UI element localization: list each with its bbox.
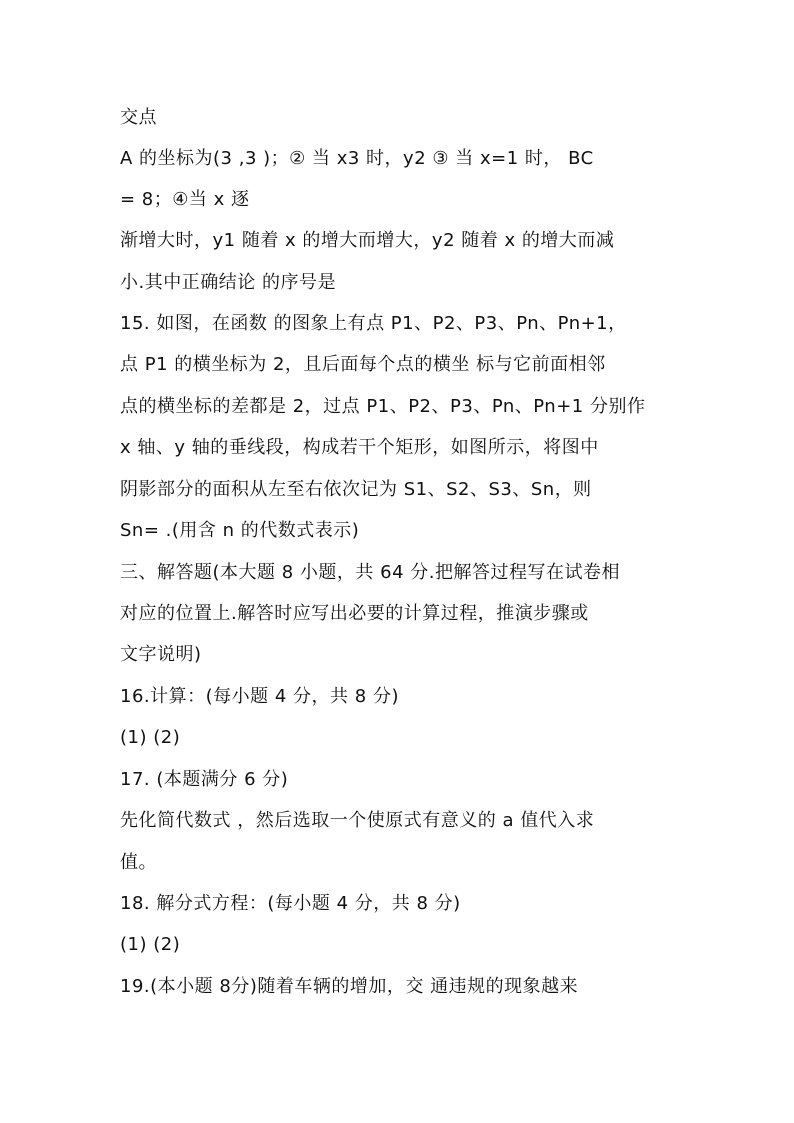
text-line: = 8；④当 x 逐	[120, 189, 250, 210]
text-line: 19.(本小题 8分)随着车辆的增加，交 通违规的现象越来	[120, 976, 579, 997]
text-line: 值。	[120, 852, 157, 873]
text-line: 文字说明)	[120, 644, 202, 665]
text-line: Sn= .(用含 n 的代数式表示)	[120, 520, 360, 541]
text-line: A 的坐标为(3 ,3 )；② 当 x3 时，y2 ③ 当 x=1 时， BC	[120, 148, 594, 169]
text-line: (1) (2)	[120, 934, 181, 955]
text-line: (1) (2)	[120, 727, 181, 748]
text-line: 先化简代数式 ，然后选取一个使原式有意义的 a 值代入求	[120, 810, 595, 831]
text-line: 三、解答题(本大题 8 小题，共 64 分.把解答过程写在试卷相	[120, 562, 620, 583]
text-line: 交点	[120, 107, 157, 128]
text-line: 18. 解分式方程：(每小题 4 分，共 8 分)	[120, 893, 461, 914]
text-line: 16.计算：(每小题 4 分，共 8 分)	[120, 686, 399, 707]
text-line: 对应的位置上.解答时应写出必要的计算过程，推演步骤或	[120, 603, 589, 624]
text-line: 17. (本题满分 6 分)	[120, 769, 289, 790]
text-line: 点的横坐标的差都是 2，过点 P1、P2、P3、Pn、Pn+1 分别作	[120, 396, 646, 417]
text-line: 渐增大时，y1 随着 x 的增大而增大，y2 随着 x 的增大而减	[120, 230, 615, 251]
text-line: x 轴、y 轴的垂线段，构成若干个矩形，如图所示，将图中	[120, 437, 599, 458]
text-line: 阴影部分的面积从左至右依次记为 S1、S2、S3、Sn，则	[120, 479, 592, 500]
text-line: 点 P1 的横坐标为 2，且后面每个点的横坐 标与它前面相邻	[120, 354, 606, 375]
text-line: 小.其中正确结论 的序号是	[120, 272, 336, 293]
text-line: 15. 如图，在函数 的图象上有点 P1、P2、P3、Pn、Pn+1，	[120, 313, 627, 334]
